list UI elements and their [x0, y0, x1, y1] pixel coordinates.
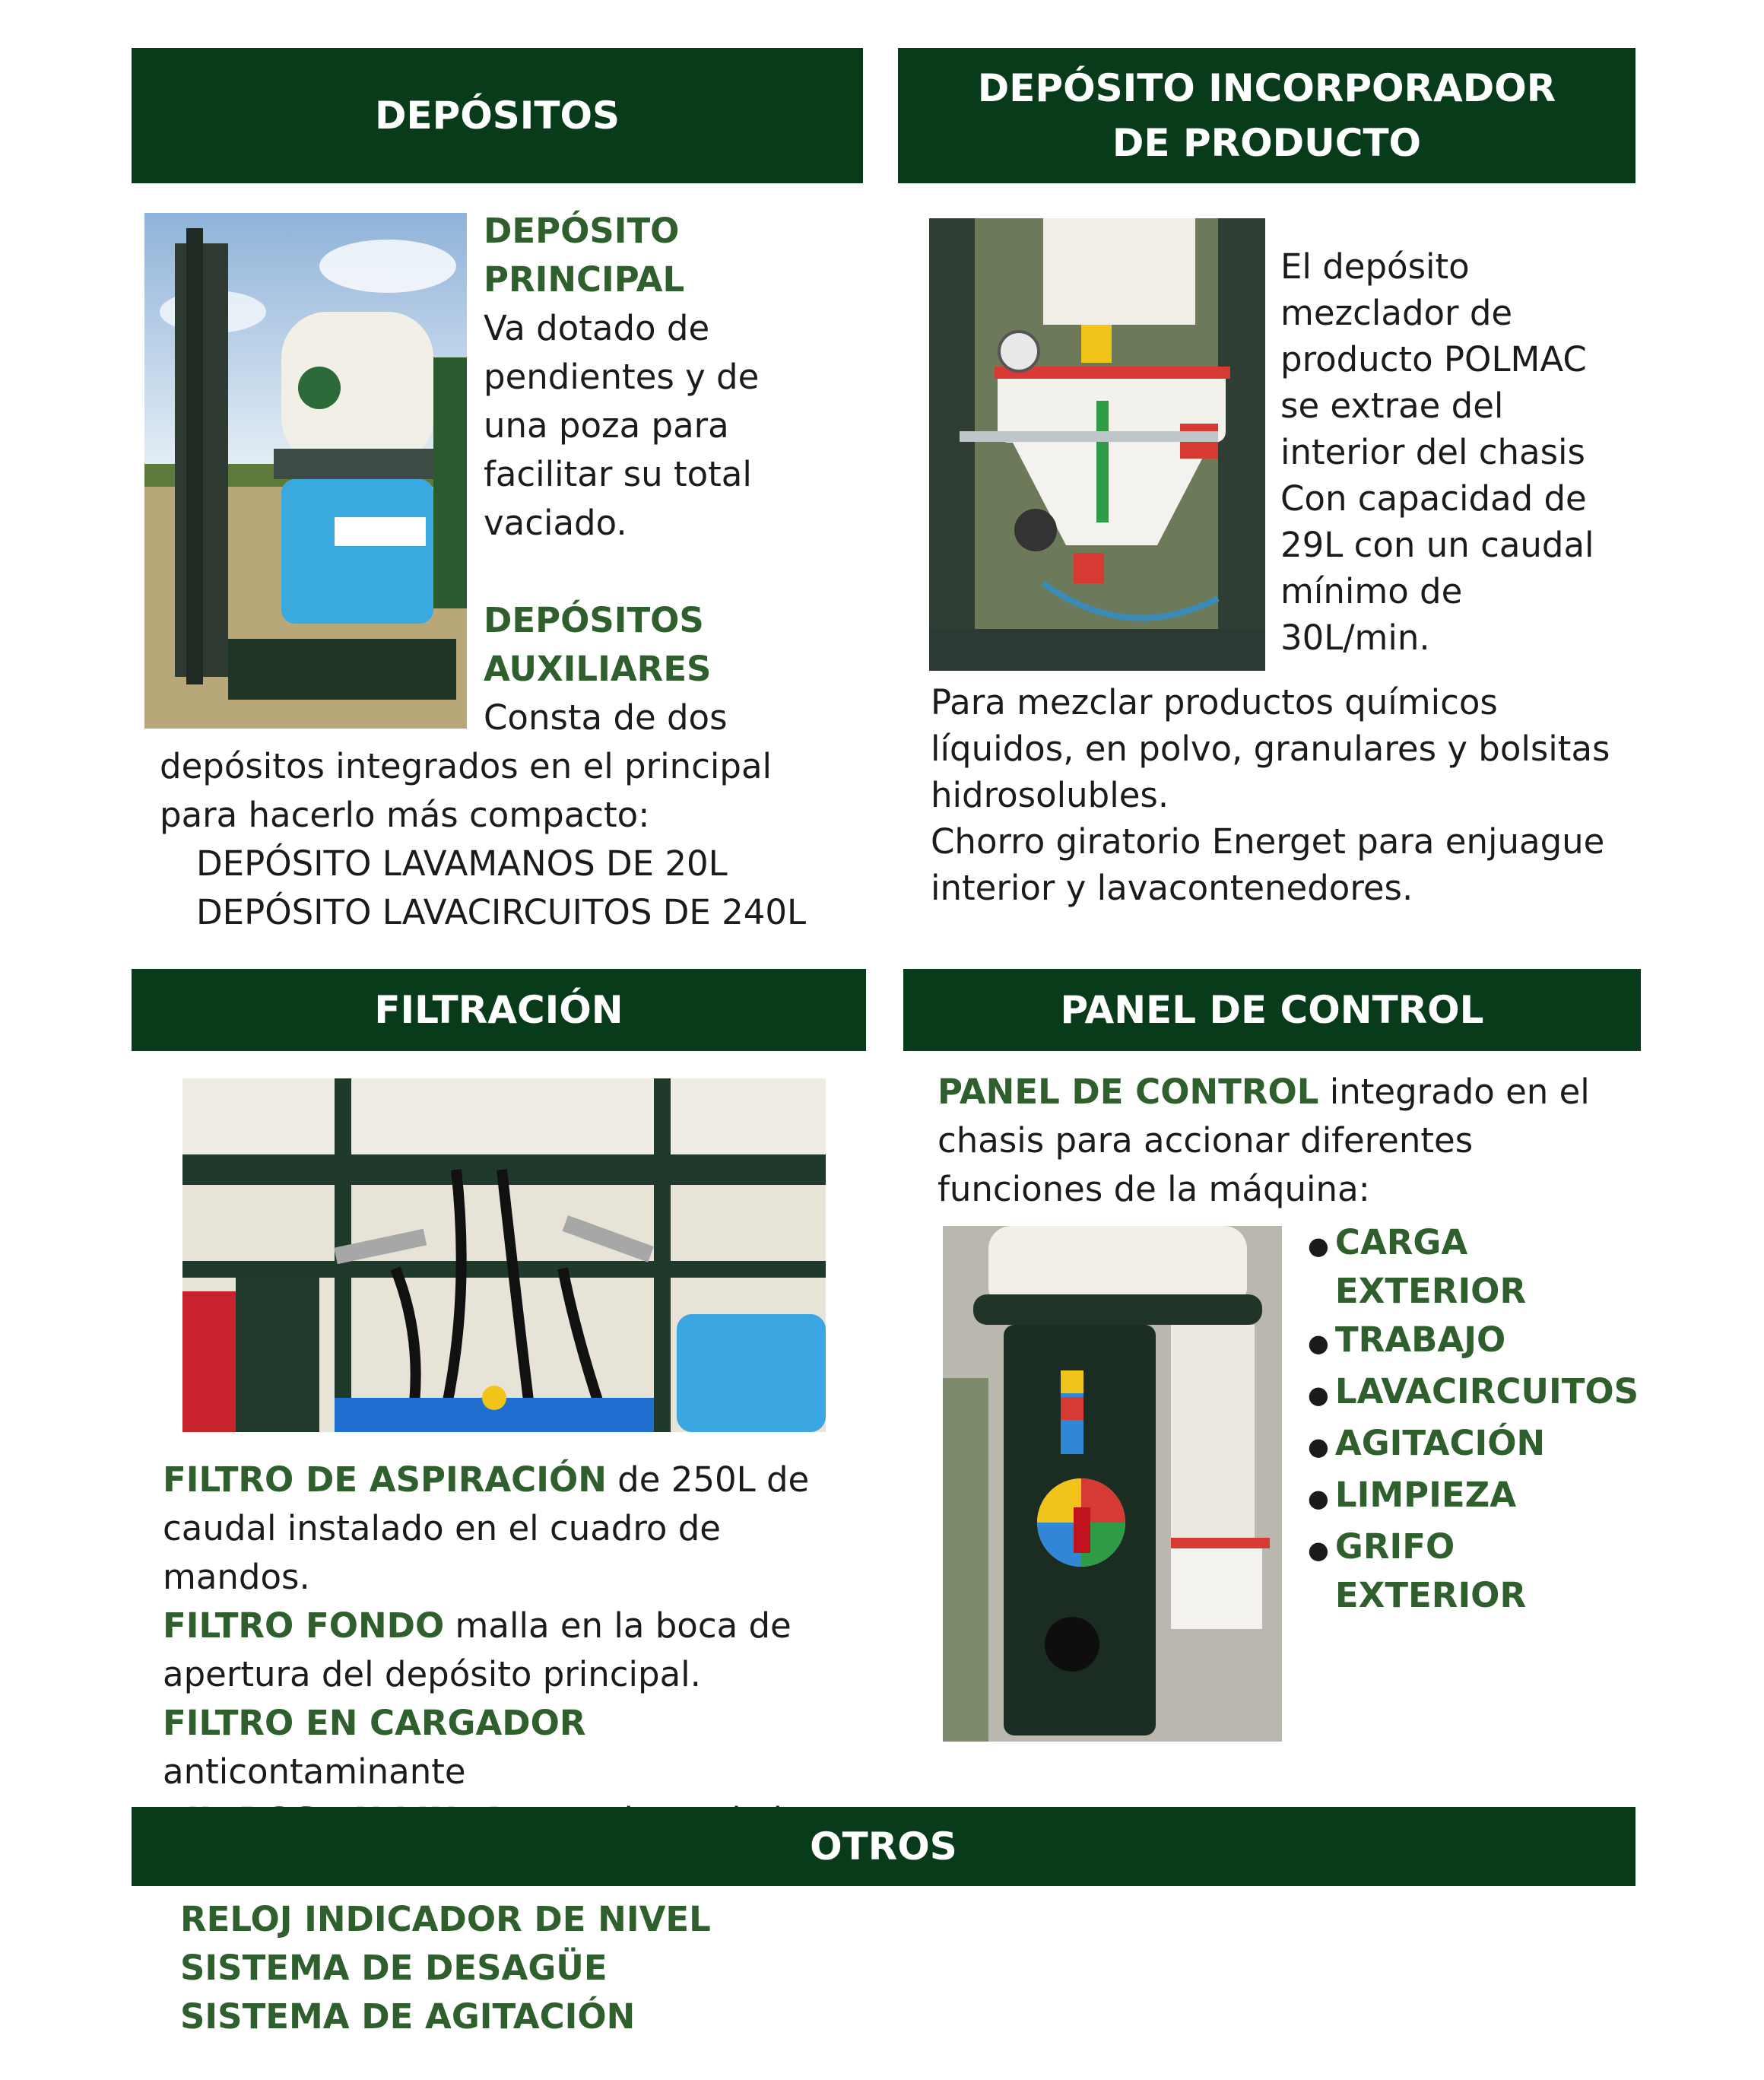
section-header-otros — [132, 1807, 1636, 1886]
filtro-fondo-text — [163, 1602, 862, 1699]
otros-item-reloj: RELOJ INDICADOR DE NIVEL — [180, 1899, 711, 1939]
section-title-line-2: DE PRODUCTO — [1112, 121, 1422, 165]
filtro-fondo-description: malla en la boca de apertura del depósito principal. — [163, 1605, 792, 1694]
spacer — [484, 548, 788, 596]
panel-intro — [938, 1068, 1607, 1214]
deposito-principal-text — [484, 207, 788, 742]
panel-function-label: LIMPIEZA — [1334, 1475, 1517, 1515]
panel-function-label: LAVACIRCUITOS — [1334, 1371, 1639, 1412]
panel-intro-text — [938, 1068, 1607, 1214]
filtro-fondo-label: FILTRO FONDO — [163, 1605, 445, 1646]
otros-item-agitacion: SISTEMA DE AGITACIÓN — [180, 1996, 636, 2037]
incorporador-description: El depósito mezclador de producto POLMAC se extrae del interior del chasis Con capacidad de 29L con un caudal mínimo de 30L/min. — [1280, 246, 1594, 658]
panel-function-label: TRABAJO — [1334, 1319, 1506, 1360]
bullet-icon: ● — [1308, 1380, 1329, 1409]
section-title: PANEL DE CONTROL — [1060, 988, 1484, 1032]
filtro-cargador-text — [163, 1699, 862, 1796]
panel-function-item — [1308, 1218, 1627, 1316]
panel-intro-description: integrado en el chasis para accionar diferentes funciones de la máquina: — [938, 1072, 1590, 1209]
depositos-auxiliares-text-1: Consta de dos — [484, 697, 728, 738]
deposito-principal-description: Va dotado de pendientes y de una poza para facilitar su total vaciado. — [484, 308, 760, 543]
otros-item-desague: SISTEMA DE DESAGÜE — [180, 1948, 608, 1988]
filtration-photo — [182, 1078, 826, 1432]
otros-list — [180, 1895, 941, 2041]
section-title-line-1: DEPÓSITO INCORPORADOR — [977, 66, 1556, 110]
depositos-auxiliares-text-2: depósitos integrados en el principal — [160, 746, 773, 786]
deposito-lavamanos-item: DEPÓSITO LAVAMANOS DE 20L — [196, 843, 728, 884]
depositos-auxiliares-heading: DEPÓSITOS AUXILIARES — [484, 600, 712, 689]
bullet-icon: ● — [1308, 1535, 1329, 1564]
incorporador-body-text — [931, 679, 1615, 911]
panel-function-item — [1308, 1367, 1639, 1419]
panel-function-item — [1308, 1419, 1627, 1471]
deposito-lavacircuitos-item: DEPÓSITO LAVACIRCUITOS DE 240L — [196, 892, 807, 932]
depositos-auxiliares-text-3: para hacerlo más compacto: — [160, 795, 650, 835]
panel-function-item — [1308, 1316, 1627, 1367]
incorporador-mezclar-text: Para mezclar productos químicos líquidos, en polvo, granulares y bolsitas hidrosolubles. — [931, 682, 1610, 815]
section-header-depositos — [132, 48, 863, 183]
incorporador-chorro-text: Chorro giratorio Energet para enjuague interior y lavacontenedores. — [931, 821, 1605, 908]
filtro-aspiracion-text — [163, 1456, 862, 1602]
section-header-panel — [903, 969, 1641, 1051]
section-title: OTROS — [810, 1824, 957, 1869]
product-mixer-photo — [929, 218, 1265, 671]
filtro-aspiracion-description: de 250L de caudal instalado en el cuadro de mandos. — [163, 1459, 810, 1597]
panel-intro-label: PANEL DE CONTROL — [938, 1072, 1319, 1112]
panel-function-item — [1308, 1523, 1627, 1620]
deposito-principal-heading: DEPÓSITO PRINCIPAL — [484, 211, 685, 300]
control-panel-photo — [943, 1226, 1282, 1742]
panel-function-label: AGITACIÓN — [1334, 1423, 1546, 1463]
filtro-cargador-label: FILTRO EN CARGADOR — [163, 1703, 586, 1743]
sprayer-tank-photo — [144, 213, 467, 729]
section-header-filtracion — [132, 969, 866, 1051]
filtro-cargador-description: anticontaminante — [163, 1751, 466, 1792]
bullet-icon: ● — [1308, 1329, 1329, 1358]
section-title: DEPÓSITOS — [374, 94, 620, 138]
section-header-incorporador — [898, 48, 1636, 183]
filtro-aspiracion-label: FILTRO DE ASPIRACIÓN — [163, 1459, 607, 1500]
panel-function-item — [1308, 1471, 1627, 1523]
panel-function-label: GRIFO EXTERIOR — [1334, 1526, 1527, 1615]
panel-function-label: CARGA EXTERIOR — [1334, 1222, 1527, 1311]
bullet-icon: ● — [1308, 1432, 1329, 1461]
depositos-auxiliares-text — [160, 742, 844, 937]
bullet-icon: ● — [1308, 1484, 1329, 1513]
bullet-icon: ● — [1308, 1231, 1329, 1260]
section-title: FILTRACIÓN — [374, 988, 623, 1032]
panel-functions-list — [1308, 1218, 1639, 1620]
incorporador-side-text — [1280, 243, 1607, 661]
